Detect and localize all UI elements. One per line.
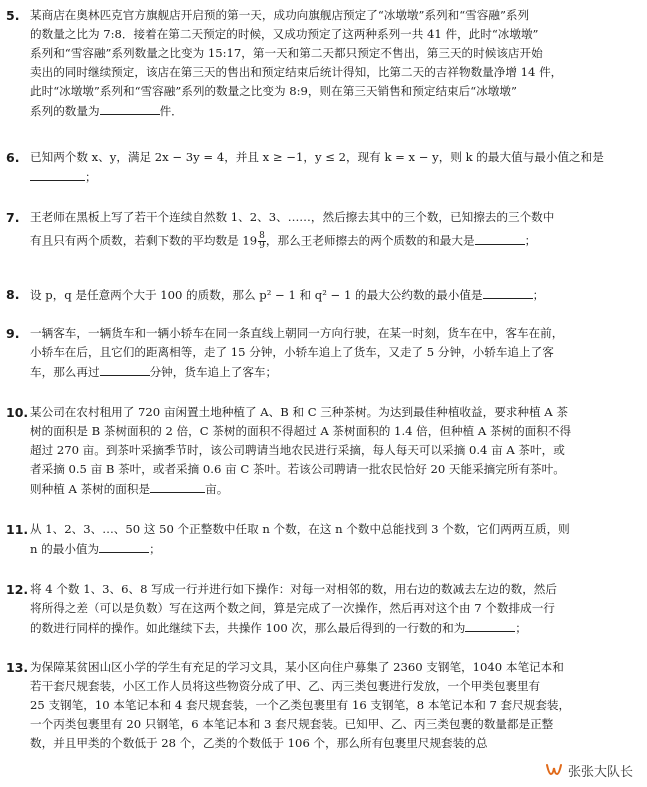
question-number: 6. <box>6 150 20 165</box>
wechat-channel-icon <box>545 762 563 778</box>
question-line <box>30 481 633 497</box>
question-line <box>30 232 633 251</box>
answer-blank[interactable] <box>100 103 160 115</box>
question-line: 已知两个数 x、y，满足 2x − 3y = 4，并且 x ≥ −1，y ≤ 2，现有 k = x − y，则 k 的最大值与最小值之和是 <box>30 150 604 164</box>
line-text: 件． <box>159 104 183 118</box>
question-number: 8. <box>6 287 20 302</box>
question-line: 超过 270 亩。到茶叶采摘季节时，该公司聘请当地农民进行采摘，每人每天可以采摘 0.4 亩 A 茶叶，或 <box>30 443 565 457</box>
line-text: 系列的数量为 <box>30 104 100 118</box>
answer-blank[interactable] <box>99 541 149 553</box>
question-line <box>30 620 633 636</box>
question-number: 9. <box>6 326 20 341</box>
question-line <box>30 287 633 303</box>
question-line: 此时“冰墩墩”系列和“雪容融”系列的数量之比变为 8:9，则在第三天销售和预定结束后“冰墩墩” <box>30 84 517 98</box>
line-text: 亩。 <box>205 482 229 496</box>
question-line: 为保障某贫困山区小学的学生有充足的学习文具，某小区向住户募集了 2360 支钢笔，1040 本笔记本和 <box>30 660 564 674</box>
line-text: n 的最小值为 <box>30 542 100 556</box>
question-line: 一个丙类包裹里有 20 只钢笔，6 本笔记本和 3 套尺规套装。已知甲、乙、丙三类包裹的数量都是正整 <box>30 717 554 731</box>
question-line: 若干套尺规套装，小区工作人员将这些物资分成了甲、乙、丙三类包裹进行发放，一个甲类包裹里有 <box>30 679 541 693</box>
question-line: 将所得之差（可以是负数）写在这两个数之间，算是完成了一次操作，然后再对这个由 7 个数排成一行 <box>30 601 555 615</box>
answer-blank[interactable] <box>30 169 85 181</box>
question-line: 数，并且甲类的个数低于 28 个，乙类的个数低于 106 个，那么所有包裹里尺规套装的总 <box>30 736 488 750</box>
mixed-fraction <box>258 232 266 251</box>
line-text: 车，那么再过 <box>30 365 100 379</box>
line-text: ； <box>515 621 527 635</box>
question-line <box>30 364 633 380</box>
question-line: 一辆客车，一辆货车和一辆小轿车在同一条直线上朝同一方向行驶，在某一时刻，货车在中，客车在前， <box>30 326 564 340</box>
question-number: 13. <box>6 660 29 675</box>
line-text: ，那么王老师擦去的两个质数的和最大是 <box>265 233 475 248</box>
answer-blank[interactable] <box>483 287 533 299</box>
question-line: 王老师在黑板上写了若干个连续自然数 1、2、3、……，然后擦去其中的三个数，已知擦去的三个数中 <box>30 210 555 224</box>
question-line: 将 4 个数 1、3、6、8 写成一行并进行如下操作：对每一对相邻的数，用右边的数减去左边的数，然后 <box>30 582 557 596</box>
question-number: 7. <box>6 210 20 225</box>
fraction-denominator: 9 <box>259 241 265 251</box>
question-line: 小轿车在后，且它们的距离相等，走了 15 分钟，小轿车追上了货车，又走了 5 分钟，小轿车追上了客 <box>30 345 554 359</box>
answer-blank[interactable] <box>150 481 205 493</box>
line-text: ； <box>524 233 537 248</box>
line-text: 设 p，q 是任意两个大于 100 的质数，那么 p² − 1 和 q² − 1 的最大公约数的最小值是 <box>30 288 483 302</box>
question-line: 树的面积是 B 茶树面积的 2 倍，C 茶树的面积不得超过 A 茶树面积的 1.4 倍，但种植 A 茶树的面积不得 <box>30 424 572 438</box>
question-number: 12. <box>6 582 29 597</box>
fraction-numerator: 8 <box>259 231 265 241</box>
question-line: 25 支钢笔，10 本笔记本和 4 套尺规套装，一个乙类包裹里有 16 支钢笔，8 本笔记本和 7 套尺规套装， <box>30 698 571 712</box>
question-line: 者采摘 0.5 亩 B 茶叶，或者采摘 0.6 亩 C 茶叶。若该公司聘请一批农民恰好 20 天能采摘完所有茶叶。 <box>30 462 565 476</box>
question-number: 11. <box>6 522 29 537</box>
line-text: 有且只有两个质数，若剩下数的平均数是 19 <box>30 233 258 248</box>
question-line: 的数量之比为 7:8．接着在第二天预定的时候，又成功预定了这两种系列一共 41 件，此时“冰墩墩” <box>30 27 539 41</box>
line-text: 分钟，货车追上了客车； <box>149 365 278 379</box>
question-line <box>30 103 633 119</box>
answer-blank[interactable] <box>475 233 525 245</box>
line-text: ； <box>149 542 161 556</box>
question-line: 某公司在农村租用了 720 亩闲置土地种植了 A、B 和 C 三种茶树。为达到最佳种植收益，要求种植 A 茶 <box>30 405 568 419</box>
watermark <box>541 759 637 781</box>
answer-blank[interactable] <box>465 620 515 632</box>
watermark-text: 张张大队长 <box>567 764 633 780</box>
line-text: 则种植 A 茶树的面积是 <box>30 482 151 496</box>
question-line <box>30 541 633 557</box>
question-number: 10. <box>6 405 29 420</box>
answer-blank[interactable] <box>100 364 150 376</box>
line-text: ； <box>532 288 545 302</box>
question-line: 卖出的同时继续预定，该店在第三天的售出和预定结束后统计得知，比第二天的吉祥物数量净增 14 件， <box>30 65 563 79</box>
question-line: 从 1、2、3、…、50 这 50 个正整数中任取 n 个数，在这 n 个数中总能找到 3 个数，它们两两互质，则 <box>30 522 570 536</box>
line-text: ； <box>85 170 97 184</box>
question-line: 某商店在奥林匹克官方旗舰店开启预的第一天，成功向旗舰店预定了“冰墩墩”系列和“雪容融”系列 <box>30 8 530 22</box>
question-line: 系列和“雪容融”系列数量之比变为 15:17，第一天和第二天都只预定不售出，第三天的时候该店开始 <box>30 46 543 60</box>
question-line <box>30 169 633 185</box>
line-text: 的数进行同样的操作。如此继续下去，共操作 100 次，那么最后得到的一行数的和为 <box>30 621 466 635</box>
question-number: 5. <box>6 8 20 23</box>
